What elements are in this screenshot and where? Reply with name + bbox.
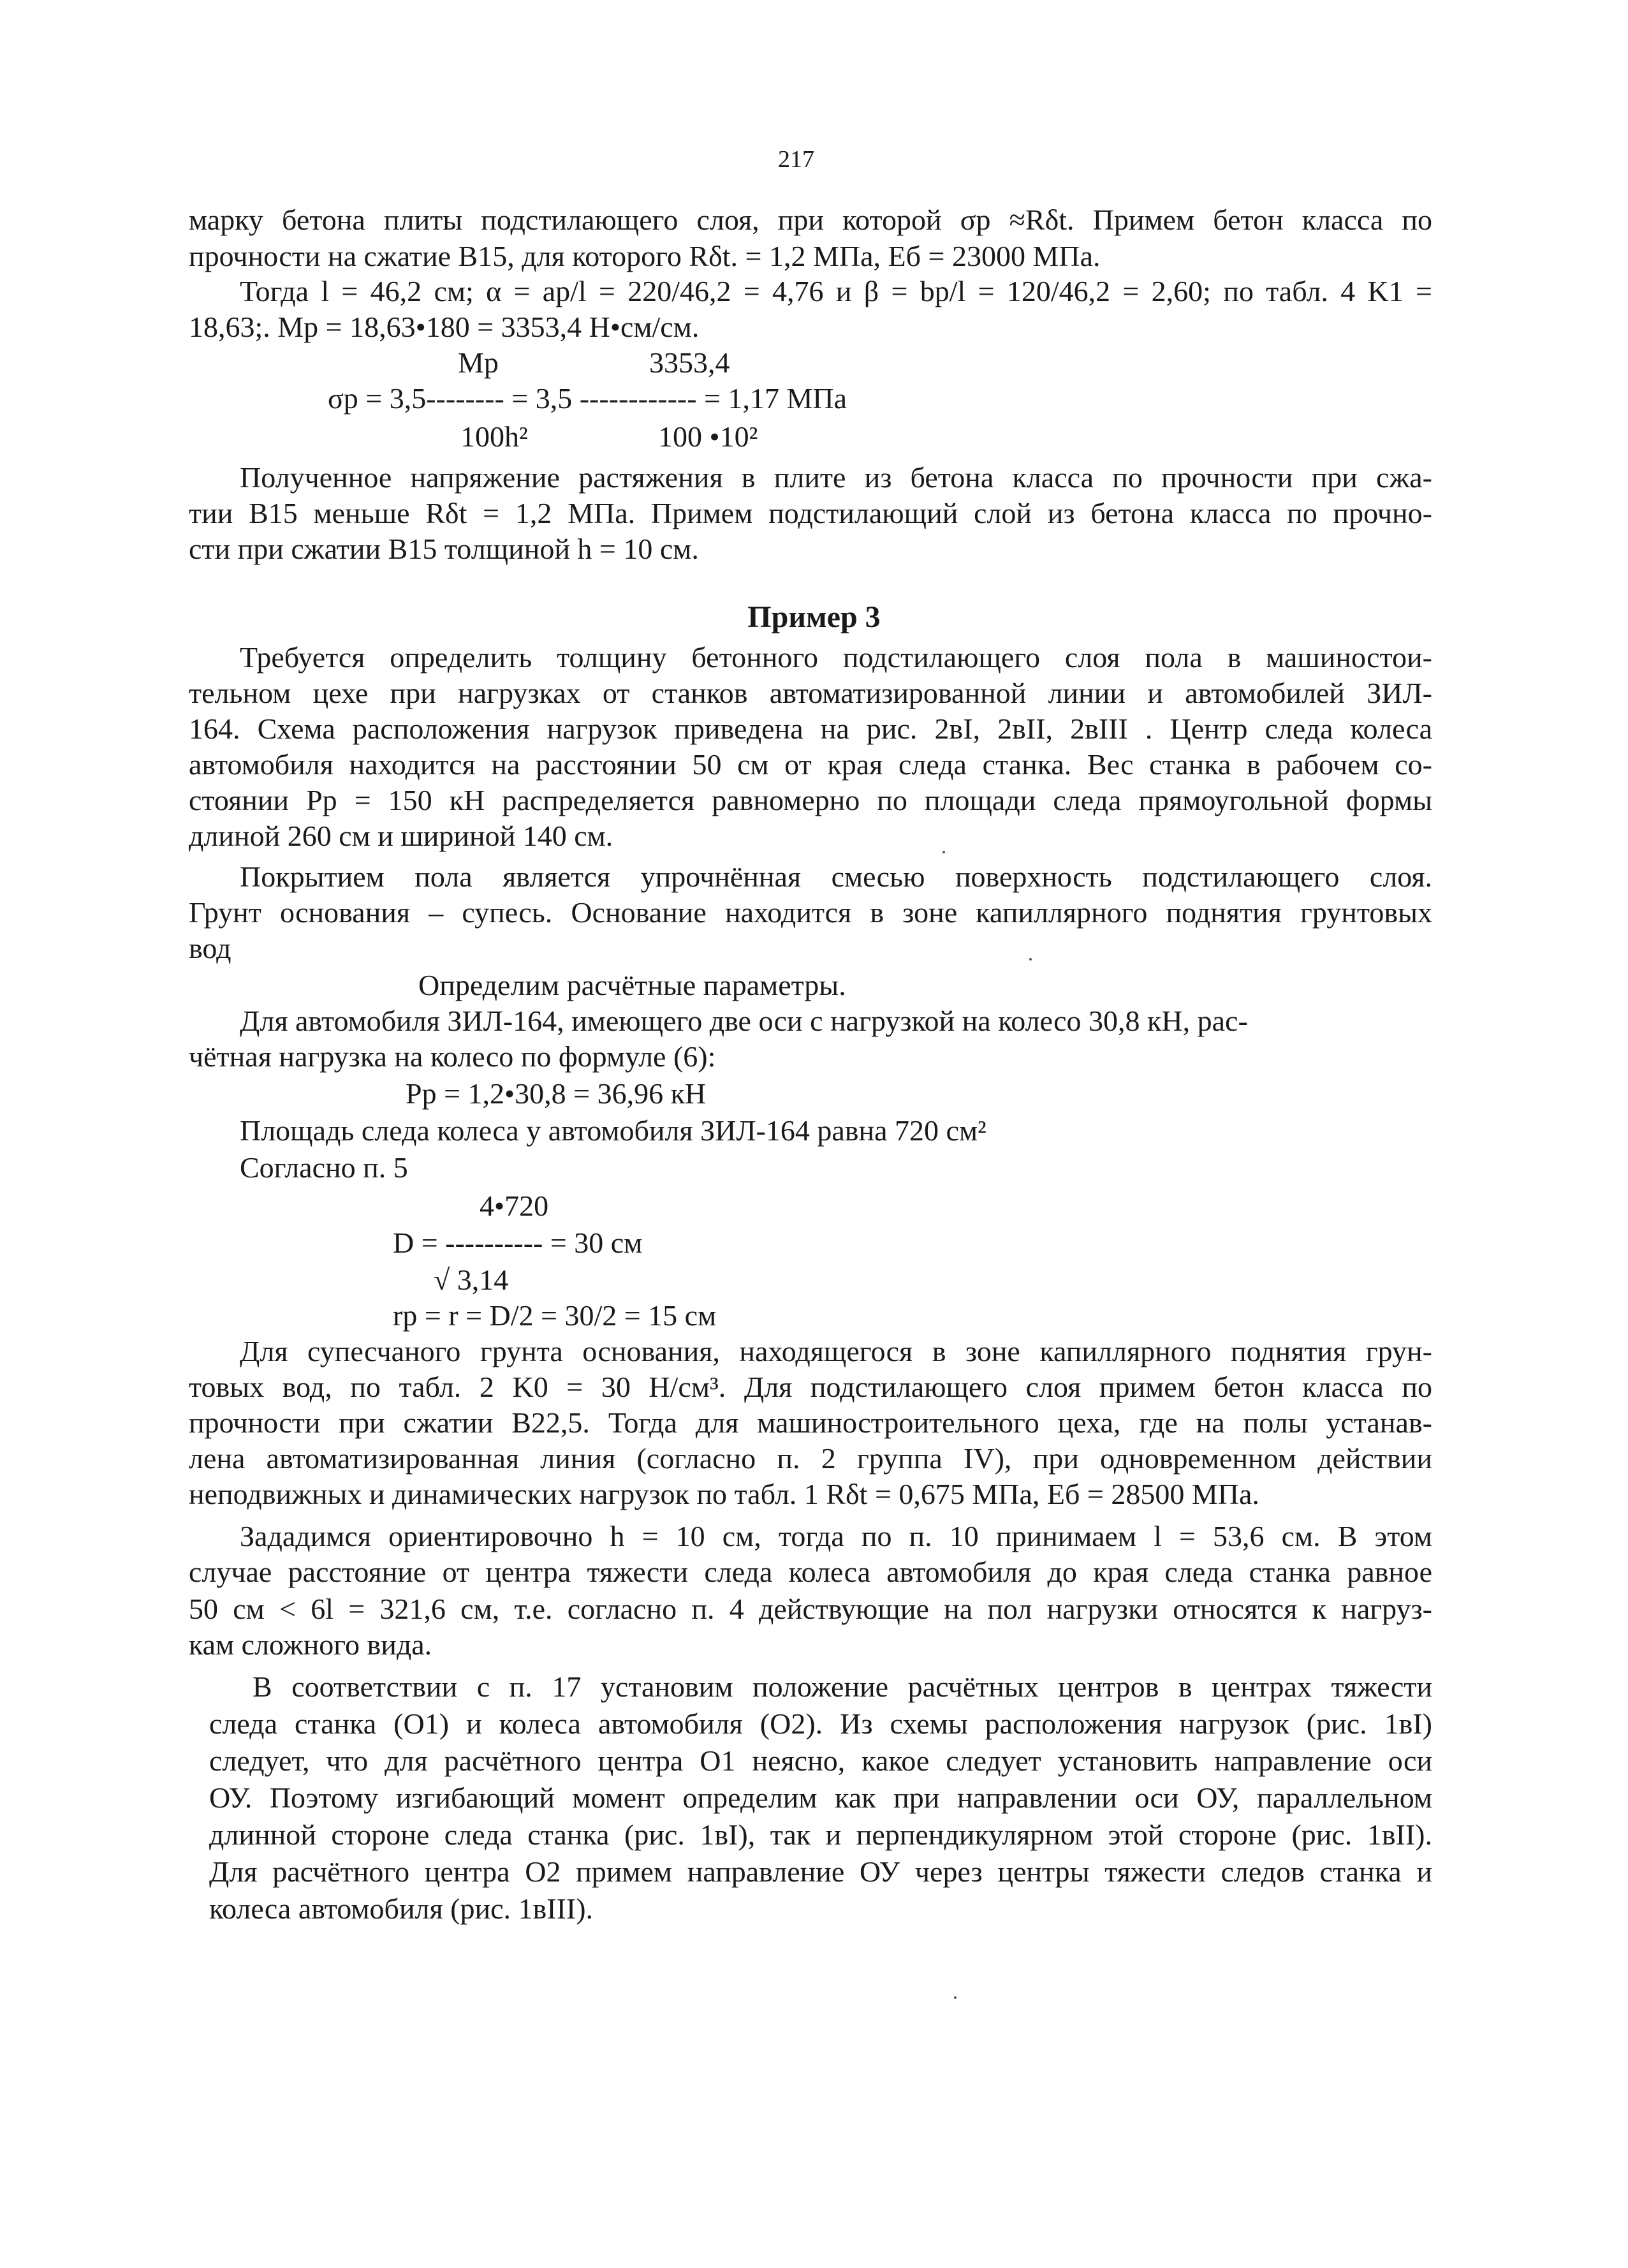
text-line: марку бетона плиты подстилающего слоя, при которой σp ≈Rδt. Примем бетон класса по	[189, 203, 1432, 236]
text-line: стоянии Pр = 150 кН распределяется равномерно по площади следа прямоугольной формы	[189, 784, 1432, 816]
text-line: лена автоматизированная линия (согласно п. 2 группа IV), при одновременном действии	[189, 1442, 1432, 1475]
formula-line: rр = r = D/2 = 30/2 = 15 см	[393, 1299, 717, 1332]
text-line: Для расчётного центра O2 примем направление ОУ через центры тяжести следов станка и	[209, 1855, 1432, 1888]
formula-main-line: D = ---------- = 30 см	[393, 1226, 643, 1259]
text-line: товых вод, по табл. 2 K0 = 30 Н/см³. Для подстилающего слоя примем бетон класса по	[189, 1371, 1432, 1403]
formula-numerator: Mр	[458, 346, 499, 379]
text-line: Для автомобиля ЗИЛ-164, имеющего две оси с нагрузкой на колесо 30,8 кН, рас-	[240, 1005, 1248, 1037]
formula-numerator: 3353,4	[649, 346, 730, 379]
scan-speck	[942, 851, 945, 853]
text-line: Определим расчётные параметры.	[418, 969, 846, 1001]
text-line: тельном цехе при нагрузках от станков автоматизированной линии и автомобилей ЗИЛ-	[189, 677, 1432, 709]
text-line: Зададимся ориентировочно h = 10 см, тогда по п. 10 принимаем l = 53,6 см. В этом	[240, 1520, 1432, 1552]
text-line: сти при сжатии В15 толщиной h = 10 см.	[189, 533, 699, 565]
text-line: следует, что для расчётного центра O1 неясно, какое следует установить направление оси	[209, 1744, 1432, 1777]
text-line: 164. Схема расположения нагрузок приведена на рис. 2вI, 2вII, 2вIII . Центр следа колеса	[189, 712, 1432, 745]
text-line: автомобиля находится на расстоянии 50 см от края следа станка. Вес станка в рабочем со-	[189, 748, 1432, 781]
text-line: Для супесчаного грунта основания, находящегося в зоне капиллярного поднятия грун-	[240, 1335, 1432, 1367]
text-line: 50 см < 6l = 321,6 см, т.е. согласно п. 4 действующие на пол нагрузки относятся к нагруз-	[189, 1593, 1432, 1625]
text-line: Площадь следа колеса у автомобиля ЗИЛ-164 равна 720 см²	[240, 1114, 986, 1147]
page-number: 217	[778, 146, 814, 173]
formula-denominator: 100h²	[460, 420, 528, 453]
text-line: тии В15 меньше Rδt = 1,2 МПа. Примем подстилающий слой из бетона класса по прочно-	[189, 497, 1432, 529]
scan-speck	[1029, 958, 1032, 961]
formula-numerator: 4•720	[480, 1189, 549, 1222]
scan-speck	[954, 1996, 957, 1999]
text-line: вод	[189, 932, 231, 964]
text-line: Полученное напряжение растяжения в плите из бетона класса по прочности при сжа-	[240, 461, 1432, 494]
text-line: Согласно п. 5	[240, 1151, 408, 1184]
text-line: прочности при сжатии В22,5. Тогда для машиностроительного цеха, где на полы устанав-	[189, 1406, 1432, 1439]
text-line: Покрытием пола является упрочнённая смесью поверхность подстилающего слоя.	[240, 860, 1432, 893]
text-line: Требуется определить толщину бетонного подстилающего слоя пола в машиностои-	[240, 641, 1432, 674]
text-line: прочности на сжатие В15, для которого Rδt. = 1,2 МПа, Еб = 23000 МПа.	[189, 240, 1101, 272]
formula-denominator: √ 3,14	[434, 1263, 509, 1296]
text-line: случае расстояние от центра тяжести следа колеса автомобиля до края следа станка равное	[189, 1556, 1432, 1588]
text-line: Грунт основания – супесь. Основание находится в зоне капиллярного поднятия грунтовых	[189, 896, 1432, 929]
text-line: кам сложного вида.	[189, 1628, 432, 1661]
text-line: длиной 260 см и шириной 140 см.	[189, 820, 613, 852]
text-line: чётная нагрузка на колесо по формуле (6):	[189, 1040, 716, 1073]
text-line: неподвижных и динамических нагрузок по табл. 1 Rδt = 0,675 МПа, Eб = 28500 МПа.	[189, 1478, 1259, 1510]
text-line: колеса автомобиля (рис. 1вIII).	[209, 1892, 594, 1925]
text-line: В соответствии с п. 17 установим положение расчётных центров в центрах тяжести	[253, 1670, 1432, 1703]
text-line: ОУ. Поэтому изгибающий момент определим как при направлении оси ОУ, параллельном	[209, 1781, 1432, 1814]
formula-main-line: σр = 3,5-------- = 3,5 ------------ = 1,17 МПа	[328, 382, 847, 415]
text-line: 18,63;. Mр = 18,63•180 = 3353,4 Н•см/см.	[189, 311, 700, 343]
text-line: длинной стороне следа станка (рис. 1вI), так и перпендикулярном этой стороне (рис. 1вII).	[209, 1818, 1432, 1851]
section-heading: Пример 3	[747, 600, 881, 634]
formula-denominator: 100 •10²	[658, 420, 758, 453]
text-line: следа станка (O1) и колеса автомобиля (O2). Из схемы расположения нагрузок (рис. 1вI)	[209, 1707, 1432, 1740]
text-line: Тогда l = 46,2 см; α = ар/l = 220/46,2 = 4,76 и β = bр/l = 120/46,2 = 2,60; по табл. 4 K1 =	[240, 275, 1432, 307]
formula-line: Pр = 1,2•30,8 = 36,96 кН	[406, 1077, 707, 1110]
